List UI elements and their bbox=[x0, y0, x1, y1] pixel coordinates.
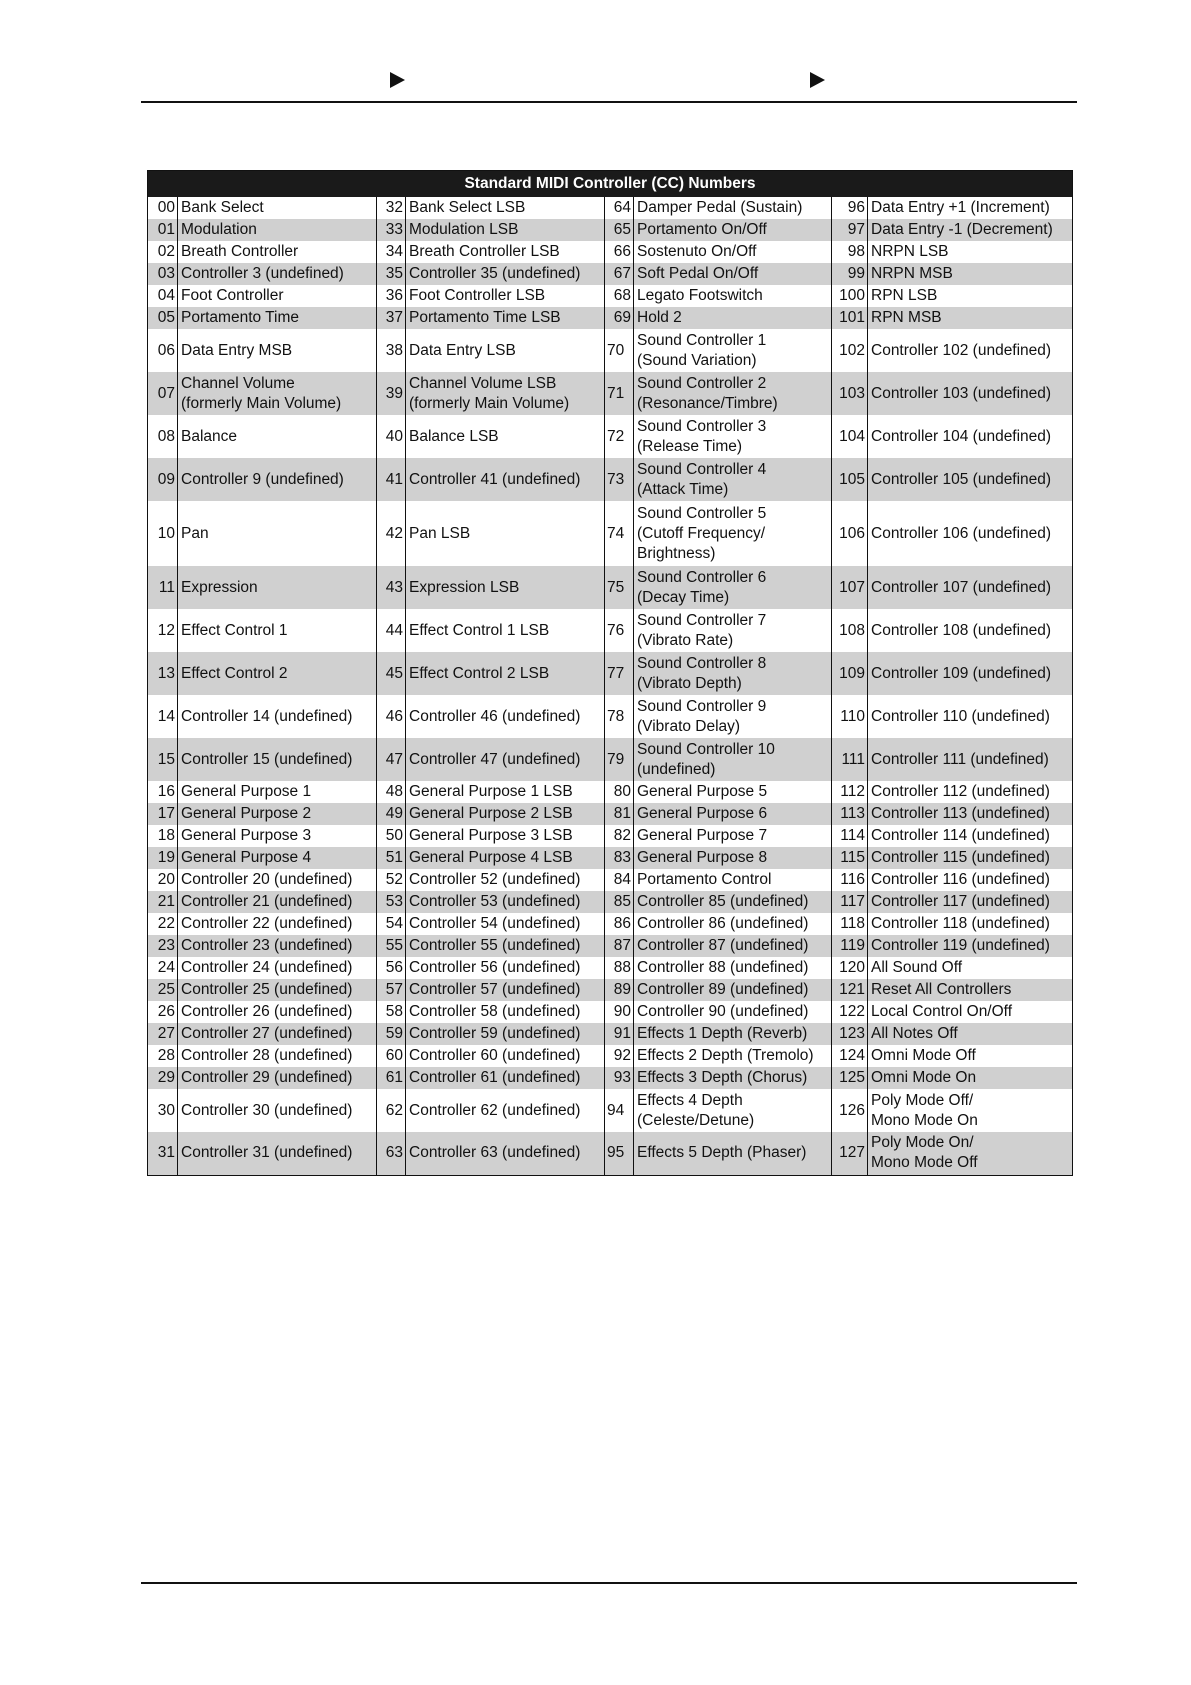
cc-number: 73 bbox=[605, 458, 634, 501]
cc-number: 18 bbox=[148, 825, 178, 847]
cc-name: Controller 52 (undefined) bbox=[406, 869, 605, 891]
cc-name: Effects 2 Depth (Tremolo) bbox=[634, 1045, 832, 1067]
table-row bbox=[148, 738, 1073, 781]
cc-name: Modulation bbox=[178, 219, 377, 241]
cc-number: 122 bbox=[832, 1001, 868, 1023]
cc-name: Controller 87 (undefined) bbox=[634, 935, 832, 957]
cc-name: Foot Controller bbox=[178, 285, 377, 307]
cc-name: Sound Controller 7 (Vibrato Rate) bbox=[634, 609, 832, 652]
cc-number: 40 bbox=[377, 415, 406, 458]
cc-number: 41 bbox=[377, 458, 406, 501]
cc-name: Effect Control 1 LSB bbox=[406, 609, 605, 652]
cc-name: Omni Mode Off bbox=[868, 1045, 1073, 1067]
cc-number: 75 bbox=[605, 566, 634, 609]
table-row bbox=[148, 241, 1073, 263]
cc-name: Controller 113 (undefined) bbox=[868, 803, 1073, 825]
table-row bbox=[148, 1089, 1073, 1132]
cc-name: Controller 111 (undefined) bbox=[868, 738, 1073, 781]
cc-number: 91 bbox=[605, 1023, 634, 1045]
cc-name: Sound Controller 2 (Resonance/Timbre) bbox=[634, 372, 832, 415]
cc-name: Controller 107 (undefined) bbox=[868, 566, 1073, 609]
cc-number: 26 bbox=[148, 1001, 178, 1023]
table-row bbox=[148, 458, 1073, 501]
cc-name: Sound Controller 5 (Cutoff Frequency/ Brightness) bbox=[634, 501, 832, 566]
cc-name: Controller 90 (undefined) bbox=[634, 1001, 832, 1023]
cc-name: Reset All Controllers bbox=[868, 979, 1073, 1001]
cc-number: 103 bbox=[832, 372, 868, 415]
cc-name: Controller 24 (undefined) bbox=[178, 957, 377, 979]
cc-name: Balance bbox=[178, 415, 377, 458]
cc-number: 49 bbox=[377, 803, 406, 825]
cc-number: 37 bbox=[377, 307, 406, 329]
cc-name: Controller 109 (undefined) bbox=[868, 652, 1073, 695]
table-row bbox=[148, 285, 1073, 307]
cc-number: 15 bbox=[148, 738, 178, 781]
cc-number: 121 bbox=[832, 979, 868, 1001]
cc-name: Controller 115 (undefined) bbox=[868, 847, 1073, 869]
cc-number: 101 bbox=[832, 307, 868, 329]
cc-number: 16 bbox=[148, 781, 178, 803]
table-row bbox=[148, 652, 1073, 695]
cc-number: 97 bbox=[832, 219, 868, 241]
table-row bbox=[148, 891, 1073, 913]
cc-name: Controller 9 (undefined) bbox=[178, 458, 377, 501]
table-row bbox=[148, 1045, 1073, 1067]
cc-number: 88 bbox=[605, 957, 634, 979]
table-row bbox=[148, 307, 1073, 329]
cc-number: 32 bbox=[377, 197, 406, 219]
cc-number: 34 bbox=[377, 241, 406, 263]
cc-name: NRPN LSB bbox=[868, 241, 1073, 263]
cc-name: Controller 3 (undefined) bbox=[178, 263, 377, 285]
cc-name: Expression bbox=[178, 566, 377, 609]
cc-name: Soft Pedal On/Off bbox=[634, 263, 832, 285]
cc-name: Expression LSB bbox=[406, 566, 605, 609]
cc-name: Controller 61 (undefined) bbox=[406, 1067, 605, 1089]
cc-number: 31 bbox=[148, 1132, 178, 1175]
cc-name: General Purpose 8 bbox=[634, 847, 832, 869]
header-arrow-icon-left bbox=[390, 72, 405, 88]
cc-number: 48 bbox=[377, 781, 406, 803]
table-row bbox=[148, 1132, 1073, 1175]
cc-number: 33 bbox=[377, 219, 406, 241]
cc-name: Controller 27 (undefined) bbox=[178, 1023, 377, 1045]
cc-number: 114 bbox=[832, 825, 868, 847]
cc-number: 98 bbox=[832, 241, 868, 263]
cc-name: Effects 3 Depth (Chorus) bbox=[634, 1067, 832, 1089]
cc-number: 111 bbox=[832, 738, 868, 781]
table-row bbox=[148, 566, 1073, 609]
cc-name: Controller 108 (undefined) bbox=[868, 609, 1073, 652]
cc-number: 14 bbox=[148, 695, 178, 738]
cc-name: Data Entry LSB bbox=[406, 329, 605, 372]
cc-number: 50 bbox=[377, 825, 406, 847]
cc-name: Controller 110 (undefined) bbox=[868, 695, 1073, 738]
cc-number: 110 bbox=[832, 695, 868, 738]
table-row bbox=[148, 1067, 1073, 1089]
cc-name: General Purpose 5 bbox=[634, 781, 832, 803]
cc-name: Controller 86 (undefined) bbox=[634, 913, 832, 935]
cc-number: 08 bbox=[148, 415, 178, 458]
cc-name: Controller 56 (undefined) bbox=[406, 957, 605, 979]
cc-name: General Purpose 3 LSB bbox=[406, 825, 605, 847]
cc-number: 104 bbox=[832, 415, 868, 458]
cc-number: 19 bbox=[148, 847, 178, 869]
table-row bbox=[148, 913, 1073, 935]
cc-name: Foot Controller LSB bbox=[406, 285, 605, 307]
cc-number: 107 bbox=[832, 566, 868, 609]
cc-name: Controller 26 (undefined) bbox=[178, 1001, 377, 1023]
cc-name: Effect Control 2 bbox=[178, 652, 377, 695]
cc-name: Controller 85 (undefined) bbox=[634, 891, 832, 913]
cc-number: 116 bbox=[832, 869, 868, 891]
table-row bbox=[148, 869, 1073, 891]
cc-name: Controller 54 (undefined) bbox=[406, 913, 605, 935]
cc-number: 78 bbox=[605, 695, 634, 738]
cc-name: Sostenuto On/Off bbox=[634, 241, 832, 263]
cc-number: 115 bbox=[832, 847, 868, 869]
cc-number: 45 bbox=[377, 652, 406, 695]
cc-number: 68 bbox=[605, 285, 634, 307]
cc-name: RPN MSB bbox=[868, 307, 1073, 329]
cc-number: 67 bbox=[605, 263, 634, 285]
cc-name: General Purpose 3 bbox=[178, 825, 377, 847]
header-rule bbox=[141, 101, 1077, 103]
cc-number: 92 bbox=[605, 1045, 634, 1067]
cc-name: Hold 2 bbox=[634, 307, 832, 329]
cc-number: 87 bbox=[605, 935, 634, 957]
cc-name: General Purpose 7 bbox=[634, 825, 832, 847]
cc-number: 84 bbox=[605, 869, 634, 891]
cc-name: RPN LSB bbox=[868, 285, 1073, 307]
cc-name: Controller 62 (undefined) bbox=[406, 1089, 605, 1132]
cc-name: Controller 21 (undefined) bbox=[178, 891, 377, 913]
cc-name: Controller 35 (undefined) bbox=[406, 263, 605, 285]
cc-name: Breath Controller LSB bbox=[406, 241, 605, 263]
cc-number: 66 bbox=[605, 241, 634, 263]
cc-name: Portamento Time bbox=[178, 307, 377, 329]
cc-number: 120 bbox=[832, 957, 868, 979]
cc-name: Controller 58 (undefined) bbox=[406, 1001, 605, 1023]
cc-number: 108 bbox=[832, 609, 868, 652]
cc-number: 57 bbox=[377, 979, 406, 1001]
cc-name: Controller 57 (undefined) bbox=[406, 979, 605, 1001]
cc-number: 47 bbox=[377, 738, 406, 781]
cc-number: 06 bbox=[148, 329, 178, 372]
cc-name: Controller 116 (undefined) bbox=[868, 869, 1073, 891]
cc-number: 123 bbox=[832, 1023, 868, 1045]
cc-number: 28 bbox=[148, 1045, 178, 1067]
cc-name: Controller 46 (undefined) bbox=[406, 695, 605, 738]
table-row bbox=[148, 609, 1073, 652]
cc-number: 125 bbox=[832, 1067, 868, 1089]
cc-name: Controller 63 (undefined) bbox=[406, 1132, 605, 1175]
cc-number: 106 bbox=[832, 501, 868, 566]
cc-name: Sound Controller 1 (Sound Variation) bbox=[634, 329, 832, 372]
cc-name: Sound Controller 8 (Vibrato Depth) bbox=[634, 652, 832, 695]
midi-cc-table bbox=[147, 170, 1073, 1176]
cc-name: Balance LSB bbox=[406, 415, 605, 458]
cc-number: 07 bbox=[148, 372, 178, 415]
cc-number: 112 bbox=[832, 781, 868, 803]
cc-number: 80 bbox=[605, 781, 634, 803]
cc-number: 76 bbox=[605, 609, 634, 652]
cc-number: 119 bbox=[832, 935, 868, 957]
cc-name: Controller 15 (undefined) bbox=[178, 738, 377, 781]
cc-name: Portamento Control bbox=[634, 869, 832, 891]
cc-name: Poly Mode Off/ Mono Mode On bbox=[868, 1089, 1073, 1132]
cc-number: 99 bbox=[832, 263, 868, 285]
cc-name: Controller 59 (undefined) bbox=[406, 1023, 605, 1045]
table-row bbox=[148, 935, 1073, 957]
cc-number: 01 bbox=[148, 219, 178, 241]
table-row bbox=[148, 219, 1073, 241]
cc-number: 25 bbox=[148, 979, 178, 1001]
table-row bbox=[148, 1001, 1073, 1023]
cc-number: 43 bbox=[377, 566, 406, 609]
cc-name: Controller 114 (undefined) bbox=[868, 825, 1073, 847]
table-row bbox=[148, 197, 1073, 219]
table-row bbox=[148, 372, 1073, 415]
cc-number: 35 bbox=[377, 263, 406, 285]
cc-number: 72 bbox=[605, 415, 634, 458]
cc-name: Sound Controller 9 (Vibrato Delay) bbox=[634, 695, 832, 738]
table-row bbox=[148, 803, 1073, 825]
cc-number: 56 bbox=[377, 957, 406, 979]
cc-number: 90 bbox=[605, 1001, 634, 1023]
cc-number: 69 bbox=[605, 307, 634, 329]
cc-name: Controller 103 (undefined) bbox=[868, 372, 1073, 415]
cc-name: Local Control On/Off bbox=[868, 1001, 1073, 1023]
cc-name: Channel Volume (formerly Main Volume) bbox=[178, 372, 377, 415]
cc-name: Channel Volume LSB (formerly Main Volume) bbox=[406, 372, 605, 415]
cc-name: Controller 104 (undefined) bbox=[868, 415, 1073, 458]
table-row bbox=[148, 979, 1073, 1001]
cc-number: 55 bbox=[377, 935, 406, 957]
cc-name: Sound Controller 4 (Attack Time) bbox=[634, 458, 832, 501]
cc-number: 61 bbox=[377, 1067, 406, 1089]
cc-number: 13 bbox=[148, 652, 178, 695]
cc-number: 83 bbox=[605, 847, 634, 869]
cc-name: Controller 30 (undefined) bbox=[178, 1089, 377, 1132]
cc-number: 02 bbox=[148, 241, 178, 263]
cc-number: 52 bbox=[377, 869, 406, 891]
cc-name: Controller 117 (undefined) bbox=[868, 891, 1073, 913]
cc-name: General Purpose 4 bbox=[178, 847, 377, 869]
cc-number: 42 bbox=[377, 501, 406, 566]
cc-name: Omni Mode On bbox=[868, 1067, 1073, 1089]
cc-name: Controller 60 (undefined) bbox=[406, 1045, 605, 1067]
header-arrow-icon-right bbox=[810, 72, 825, 88]
cc-number: 29 bbox=[148, 1067, 178, 1089]
cc-name: Controller 106 (undefined) bbox=[868, 501, 1073, 566]
table-row bbox=[148, 781, 1073, 803]
cc-name: Controller 118 (undefined) bbox=[868, 913, 1073, 935]
cc-number: 82 bbox=[605, 825, 634, 847]
cc-number: 127 bbox=[832, 1132, 868, 1175]
cc-number: 24 bbox=[148, 957, 178, 979]
cc-number: 03 bbox=[148, 263, 178, 285]
cc-name: Controller 14 (undefined) bbox=[178, 695, 377, 738]
cc-number: 17 bbox=[148, 803, 178, 825]
cc-name: Sound Controller 3 (Release Time) bbox=[634, 415, 832, 458]
cc-number: 126 bbox=[832, 1089, 868, 1132]
cc-name: General Purpose 1 LSB bbox=[406, 781, 605, 803]
table-body bbox=[148, 197, 1073, 1175]
cc-number: 23 bbox=[148, 935, 178, 957]
cc-name: Modulation LSB bbox=[406, 219, 605, 241]
cc-name: Controller 31 (undefined) bbox=[178, 1132, 377, 1175]
cc-name: Controller 89 (undefined) bbox=[634, 979, 832, 1001]
cc-name: Controller 102 (undefined) bbox=[868, 329, 1073, 372]
cc-name: General Purpose 1 bbox=[178, 781, 377, 803]
cc-number: 105 bbox=[832, 458, 868, 501]
table-row bbox=[148, 415, 1073, 458]
cc-number: 04 bbox=[148, 285, 178, 307]
cc-number: 09 bbox=[148, 458, 178, 501]
table-row bbox=[148, 825, 1073, 847]
cc-number: 118 bbox=[832, 913, 868, 935]
cc-name: Controller 53 (undefined) bbox=[406, 891, 605, 913]
cc-number: 58 bbox=[377, 1001, 406, 1023]
cc-number: 70 bbox=[605, 329, 634, 372]
cc-number: 65 bbox=[605, 219, 634, 241]
cc-number: 59 bbox=[377, 1023, 406, 1045]
cc-name: Effects 1 Depth (Reverb) bbox=[634, 1023, 832, 1045]
table-row bbox=[148, 501, 1073, 566]
cc-name: General Purpose 6 bbox=[634, 803, 832, 825]
cc-name: Damper Pedal (Sustain) bbox=[634, 197, 832, 219]
cc-name: Controller 112 (undefined) bbox=[868, 781, 1073, 803]
cc-name: All Notes Off bbox=[868, 1023, 1073, 1045]
cc-number: 44 bbox=[377, 609, 406, 652]
cc-number: 62 bbox=[377, 1089, 406, 1132]
cc-name: Controller 23 (undefined) bbox=[178, 935, 377, 957]
cc-number: 102 bbox=[832, 329, 868, 372]
cc-name: Controller 47 (undefined) bbox=[406, 738, 605, 781]
cc-number: 95 bbox=[605, 1132, 634, 1175]
cc-name: General Purpose 2 LSB bbox=[406, 803, 605, 825]
cc-number: 85 bbox=[605, 891, 634, 913]
table-title: Standard MIDI Controller (CC) Numbers bbox=[147, 170, 1073, 197]
cc-name: Controller 22 (undefined) bbox=[178, 913, 377, 935]
cc-name: General Purpose 4 LSB bbox=[406, 847, 605, 869]
cc-name: Effects 5 Depth (Phaser) bbox=[634, 1132, 832, 1175]
cc-name: Pan LSB bbox=[406, 501, 605, 566]
cc-number: 12 bbox=[148, 609, 178, 652]
cc-name: Legato Footswitch bbox=[634, 285, 832, 307]
cc-name: Pan bbox=[178, 501, 377, 566]
cc-number: 11 bbox=[148, 566, 178, 609]
cc-number: 10 bbox=[148, 501, 178, 566]
cc-name: Controller 88 (undefined) bbox=[634, 957, 832, 979]
cc-number: 60 bbox=[377, 1045, 406, 1067]
cc-number: 71 bbox=[605, 372, 634, 415]
cc-name: Poly Mode On/ Mono Mode Off bbox=[868, 1132, 1073, 1175]
cc-number: 27 bbox=[148, 1023, 178, 1045]
cc-name: Controller 25 (undefined) bbox=[178, 979, 377, 1001]
table-row bbox=[148, 1023, 1073, 1045]
cc-name: Sound Controller 6 (Decay Time) bbox=[634, 566, 832, 609]
cc-name: Controller 29 (undefined) bbox=[178, 1067, 377, 1089]
cc-name: Data Entry MSB bbox=[178, 329, 377, 372]
cc-name: Breath Controller bbox=[178, 241, 377, 263]
cc-name: Controller 55 (undefined) bbox=[406, 935, 605, 957]
cc-number: 39 bbox=[377, 372, 406, 415]
cc-number: 124 bbox=[832, 1045, 868, 1067]
cc-name: Controller 20 (undefined) bbox=[178, 869, 377, 891]
cc-number: 74 bbox=[605, 501, 634, 566]
cc-number: 81 bbox=[605, 803, 634, 825]
table-row bbox=[148, 957, 1073, 979]
cc-name: All Sound Off bbox=[868, 957, 1073, 979]
cc-number: 64 bbox=[605, 197, 634, 219]
cc-name: Controller 119 (undefined) bbox=[868, 935, 1073, 957]
cc-name: Effect Control 1 bbox=[178, 609, 377, 652]
footer-rule bbox=[141, 1582, 1077, 1584]
cc-number: 100 bbox=[832, 285, 868, 307]
cc-name: Controller 105 (undefined) bbox=[868, 458, 1073, 501]
cc-number: 89 bbox=[605, 979, 634, 1001]
cc-name: Data Entry -1 (Decrement) bbox=[868, 219, 1073, 241]
cc-number: 36 bbox=[377, 285, 406, 307]
cc-number: 79 bbox=[605, 738, 634, 781]
cc-name: Controller 28 (undefined) bbox=[178, 1045, 377, 1067]
cc-number: 38 bbox=[377, 329, 406, 372]
cc-number: 94 bbox=[605, 1089, 634, 1132]
table-row bbox=[148, 329, 1073, 372]
table-row bbox=[148, 263, 1073, 285]
cc-name: NRPN MSB bbox=[868, 263, 1073, 285]
cc-number: 22 bbox=[148, 913, 178, 935]
cc-number: 30 bbox=[148, 1089, 178, 1132]
cc-number: 20 bbox=[148, 869, 178, 891]
cc-number: 53 bbox=[377, 891, 406, 913]
cc-name: Bank Select LSB bbox=[406, 197, 605, 219]
cc-number: 109 bbox=[832, 652, 868, 695]
cc-number: 51 bbox=[377, 847, 406, 869]
cc-name: Bank Select bbox=[178, 197, 377, 219]
table-row bbox=[148, 695, 1073, 738]
cc-number: 77 bbox=[605, 652, 634, 695]
cc-number: 63 bbox=[377, 1132, 406, 1175]
cc-name: Data Entry +1 (Increment) bbox=[868, 197, 1073, 219]
cc-number: 117 bbox=[832, 891, 868, 913]
cc-number: 46 bbox=[377, 695, 406, 738]
cc-name: Effect Control 2 LSB bbox=[406, 652, 605, 695]
cc-name: Controller 41 (undefined) bbox=[406, 458, 605, 501]
cc-name: General Purpose 2 bbox=[178, 803, 377, 825]
cc-name: Sound Controller 10 (undefined) bbox=[634, 738, 832, 781]
cc-number: 21 bbox=[148, 891, 178, 913]
cc-name: Effects 4 Depth (Celeste/Detune) bbox=[634, 1089, 832, 1132]
cc-number: 05 bbox=[148, 307, 178, 329]
cc-name: Portamento On/Off bbox=[634, 219, 832, 241]
cc-number: 113 bbox=[832, 803, 868, 825]
table-row bbox=[148, 847, 1073, 869]
cc-number: 86 bbox=[605, 913, 634, 935]
cc-name: Portamento Time LSB bbox=[406, 307, 605, 329]
cc-number: 96 bbox=[832, 197, 868, 219]
cc-number: 00 bbox=[148, 197, 178, 219]
cc-number: 93 bbox=[605, 1067, 634, 1089]
cc-number: 54 bbox=[377, 913, 406, 935]
